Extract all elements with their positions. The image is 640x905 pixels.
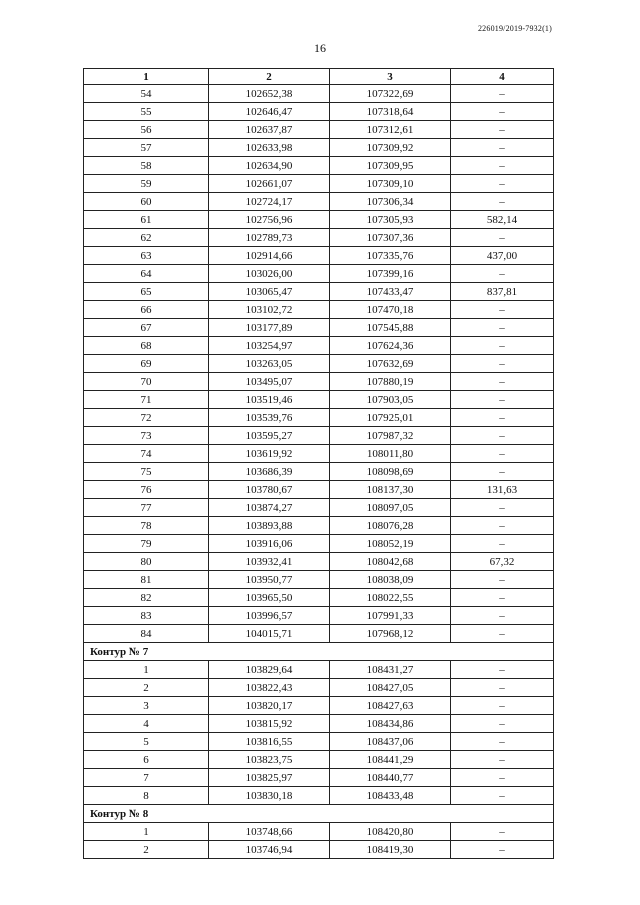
- table-cell: 59: [84, 175, 209, 193]
- table-cell: 102634,90: [209, 157, 330, 175]
- table-cell: 107968,12: [330, 625, 451, 643]
- table-cell: –: [451, 409, 554, 427]
- table-cell: 102633,98: [209, 139, 330, 157]
- table-cell: 64: [84, 265, 209, 283]
- table-cell: 108076,28: [330, 517, 451, 535]
- table-cell: 107399,16: [330, 265, 451, 283]
- table-row: [84, 535, 554, 553]
- table-cell: 107309,10: [330, 175, 451, 193]
- table-cell: 103619,92: [209, 445, 330, 463]
- table-cell: 56: [84, 121, 209, 139]
- table-cell: 74: [84, 445, 209, 463]
- table-cell: 103816,55: [209, 733, 330, 751]
- table-cell: 102724,17: [209, 193, 330, 211]
- table-cell: 107306,34: [330, 193, 451, 211]
- table-cell: 102756,96: [209, 211, 330, 229]
- table-cell: –: [451, 445, 554, 463]
- table-cell: 65: [84, 283, 209, 301]
- table-cell: 837,81: [451, 283, 554, 301]
- table-row: [84, 481, 554, 499]
- table-cell: 103746,94: [209, 841, 330, 859]
- table-cell: 107433,47: [330, 283, 451, 301]
- table-row: [84, 823, 554, 841]
- table-row: [84, 427, 554, 445]
- table-cell: 57: [84, 139, 209, 157]
- table-row: [84, 553, 554, 571]
- table-cell: 6: [84, 751, 209, 769]
- column-header: 2: [209, 69, 330, 85]
- table-cell: 108437,06: [330, 733, 451, 751]
- table-cell: –: [451, 193, 554, 211]
- table-cell: 102789,73: [209, 229, 330, 247]
- table-cell: 103686,39: [209, 463, 330, 481]
- table-row: [84, 211, 554, 229]
- table-cell: 107925,01: [330, 409, 451, 427]
- table-cell: 107307,36: [330, 229, 451, 247]
- table-row: [84, 841, 554, 859]
- table-cell: 1: [84, 661, 209, 679]
- table-cell: 78: [84, 517, 209, 535]
- table-cell: 437,00: [451, 247, 554, 265]
- table-cell: –: [451, 535, 554, 553]
- table-cell: 103916,06: [209, 535, 330, 553]
- table-cell: 103026,00: [209, 265, 330, 283]
- table-cell: 108419,30: [330, 841, 451, 859]
- table-cell: –: [451, 463, 554, 481]
- table-row: [84, 463, 554, 481]
- table-row: [84, 697, 554, 715]
- table-cell: 103780,67: [209, 481, 330, 499]
- table-cell: 107312,61: [330, 121, 451, 139]
- table-cell: 103815,92: [209, 715, 330, 733]
- table-row: [84, 175, 554, 193]
- table-cell: 58: [84, 157, 209, 175]
- table-cell: 108038,09: [330, 571, 451, 589]
- table-cell: 107305,93: [330, 211, 451, 229]
- table-row: [84, 769, 554, 787]
- table-cell: 103065,47: [209, 283, 330, 301]
- table-cell: 108431,27: [330, 661, 451, 679]
- table-cell: 103874,27: [209, 499, 330, 517]
- table-row: [84, 679, 554, 697]
- table-cell: 103254,97: [209, 337, 330, 355]
- table-row: [84, 319, 554, 337]
- table-row: [84, 373, 554, 391]
- table-row: [84, 517, 554, 535]
- table-cell: 5: [84, 733, 209, 751]
- section-row: [84, 805, 554, 823]
- column-header: 1: [84, 69, 209, 85]
- table-cell: –: [451, 499, 554, 517]
- table-row: [84, 625, 554, 643]
- table-row: [84, 103, 554, 121]
- table-cell: –: [451, 121, 554, 139]
- table-cell: 103932,41: [209, 553, 330, 571]
- table-cell: 103495,07: [209, 373, 330, 391]
- table-cell: 103822,43: [209, 679, 330, 697]
- table-cell: 55: [84, 103, 209, 121]
- table-cell: –: [451, 823, 554, 841]
- table-cell: 2: [84, 679, 209, 697]
- table-cell: 67: [84, 319, 209, 337]
- table-row: [84, 661, 554, 679]
- table-cell: 72: [84, 409, 209, 427]
- table-cell: 102914,66: [209, 247, 330, 265]
- table-cell: 108420,80: [330, 823, 451, 841]
- table-cell: 107309,92: [330, 139, 451, 157]
- table-cell: 103829,64: [209, 661, 330, 679]
- column-header: 3: [330, 69, 451, 85]
- table-cell: –: [451, 157, 554, 175]
- table-cell: 103595,27: [209, 427, 330, 445]
- table-cell: 81: [84, 571, 209, 589]
- table-cell: 108011,80: [330, 445, 451, 463]
- table-cell: 70: [84, 373, 209, 391]
- table-cell: 62: [84, 229, 209, 247]
- table-cell: 77: [84, 499, 209, 517]
- table-cell: 108098,69: [330, 463, 451, 481]
- table-row: [84, 787, 554, 805]
- table-cell: 63: [84, 247, 209, 265]
- table-cell: –: [451, 265, 554, 283]
- table-cell: 60: [84, 193, 209, 211]
- table-cell: 107624,36: [330, 337, 451, 355]
- table-cell: 83: [84, 607, 209, 625]
- table-cell: 107335,76: [330, 247, 451, 265]
- table-cell: 103996,57: [209, 607, 330, 625]
- table-cell: 103965,50: [209, 589, 330, 607]
- table-row: [84, 733, 554, 751]
- table-cell: 2: [84, 841, 209, 859]
- table-cell: 8: [84, 787, 209, 805]
- table-row: [84, 247, 554, 265]
- table-cell: 108042,68: [330, 553, 451, 571]
- table-cell: –: [451, 661, 554, 679]
- table-cell: 104015,71: [209, 625, 330, 643]
- table-row: [84, 337, 554, 355]
- table-cell: 103263,05: [209, 355, 330, 373]
- table-cell: –: [451, 139, 554, 157]
- table-cell: 69: [84, 355, 209, 373]
- table-row: [84, 157, 554, 175]
- table-row: [84, 355, 554, 373]
- table-cell: –: [451, 769, 554, 787]
- table-cell: 108427,05: [330, 679, 451, 697]
- table-row: [84, 715, 554, 733]
- table-cell: 73: [84, 427, 209, 445]
- table-cell: 4: [84, 715, 209, 733]
- table-cell: 84: [84, 625, 209, 643]
- section-title: Контур № 7: [84, 643, 554, 661]
- table-row: [84, 391, 554, 409]
- table-cell: 102661,07: [209, 175, 330, 193]
- table-cell: 107545,88: [330, 319, 451, 337]
- table-cell: 103820,17: [209, 697, 330, 715]
- table-cell: 76: [84, 481, 209, 499]
- table-cell: –: [451, 697, 554, 715]
- section-row: [84, 643, 554, 661]
- table-cell: –: [451, 427, 554, 445]
- table-cell: 1: [84, 823, 209, 841]
- table-cell: 61: [84, 211, 209, 229]
- table-cell: 108440,77: [330, 769, 451, 787]
- table-cell: 108137,30: [330, 481, 451, 499]
- table-cell: 102652,38: [209, 85, 330, 103]
- table-cell: 102646,47: [209, 103, 330, 121]
- table-cell: 107309,95: [330, 157, 451, 175]
- table-row: [84, 409, 554, 427]
- table-cell: 103748,66: [209, 823, 330, 841]
- table-cell: –: [451, 229, 554, 247]
- section-title: Контур № 8: [84, 805, 554, 823]
- table-cell: –: [451, 679, 554, 697]
- table-cell: 102637,87: [209, 121, 330, 139]
- table-cell: –: [451, 571, 554, 589]
- coordinates-table: [83, 68, 554, 859]
- table-row: [84, 265, 554, 283]
- table-cell: –: [451, 85, 554, 103]
- table-cell: 107987,32: [330, 427, 451, 445]
- table-cell: –: [451, 175, 554, 193]
- table-cell: –: [451, 733, 554, 751]
- table-cell: 107632,69: [330, 355, 451, 373]
- table-row: [84, 301, 554, 319]
- table-row: [84, 571, 554, 589]
- table-cell: 107322,69: [330, 85, 451, 103]
- table-cell: 103539,76: [209, 409, 330, 427]
- table-row: [84, 193, 554, 211]
- document-id: 226019/2019-7932(1): [477, 24, 552, 33]
- table-cell: 82: [84, 589, 209, 607]
- table-row: [84, 121, 554, 139]
- table-cell: 107991,33: [330, 607, 451, 625]
- table-cell: 103519,46: [209, 391, 330, 409]
- table-cell: –: [451, 715, 554, 733]
- table-row: [84, 85, 554, 103]
- table-cell: –: [451, 517, 554, 535]
- table-cell: 103177,89: [209, 319, 330, 337]
- table-cell: 103950,77: [209, 571, 330, 589]
- table-cell: –: [451, 751, 554, 769]
- table-cell: 107880,19: [330, 373, 451, 391]
- table-cell: 582,14: [451, 211, 554, 229]
- table-cell: 79: [84, 535, 209, 553]
- table-body: [84, 85, 554, 859]
- table-cell: 107318,64: [330, 103, 451, 121]
- table-cell: 108441,29: [330, 751, 451, 769]
- table-cell: 131,63: [451, 481, 554, 499]
- table-cell: 66: [84, 301, 209, 319]
- table-cell: 68: [84, 337, 209, 355]
- table-row: [84, 445, 554, 463]
- table-cell: –: [451, 589, 554, 607]
- table-cell: 107903,05: [330, 391, 451, 409]
- table-row: [84, 751, 554, 769]
- table-cell: 3: [84, 697, 209, 715]
- table-cell: 108433,48: [330, 787, 451, 805]
- table-cell: –: [451, 391, 554, 409]
- table-cell: 108434,86: [330, 715, 451, 733]
- table-cell: –: [451, 607, 554, 625]
- table-cell: –: [451, 103, 554, 121]
- table-cell: 108052,19: [330, 535, 451, 553]
- column-header: 4: [451, 69, 554, 85]
- table-cell: 107470,18: [330, 301, 451, 319]
- table-cell: 103102,72: [209, 301, 330, 319]
- table-cell: –: [451, 337, 554, 355]
- table-row: [84, 139, 554, 157]
- table-cell: –: [451, 841, 554, 859]
- table-cell: 54: [84, 85, 209, 103]
- table-cell: –: [451, 787, 554, 805]
- page-number: 16: [314, 41, 326, 55]
- table-cell: 67,32: [451, 553, 554, 571]
- table-row: [84, 229, 554, 247]
- table-cell: 103825,97: [209, 769, 330, 787]
- table-cell: 75: [84, 463, 209, 481]
- table-cell: –: [451, 373, 554, 391]
- table-cell: 103823,75: [209, 751, 330, 769]
- table-cell: –: [451, 301, 554, 319]
- table-cell: 7: [84, 769, 209, 787]
- table-cell: 108022,55: [330, 589, 451, 607]
- table-row: [84, 283, 554, 301]
- table-cell: 108427,63: [330, 697, 451, 715]
- table-cell: 103830,18: [209, 787, 330, 805]
- table-cell: 108097,05: [330, 499, 451, 517]
- table-row: [84, 607, 554, 625]
- table-row: [84, 589, 554, 607]
- table-cell: 103893,88: [209, 517, 330, 535]
- table-cell: –: [451, 625, 554, 643]
- table-cell: 71: [84, 391, 209, 409]
- table-cell: 80: [84, 553, 209, 571]
- table-row: [84, 499, 554, 517]
- table-header-row: [84, 69, 554, 85]
- table-cell: –: [451, 355, 554, 373]
- table-cell: –: [451, 319, 554, 337]
